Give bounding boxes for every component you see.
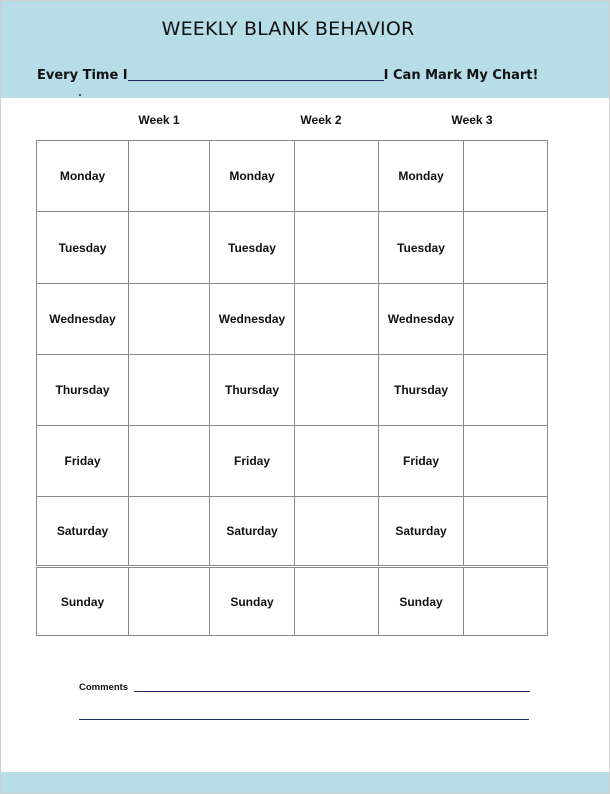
mark-cell-week1-tuesday[interactable] [129, 212, 210, 284]
mark-cell-week3-saturday[interactable] [464, 497, 548, 567]
comments-label: Comments [79, 682, 129, 693]
mark-cell-week1-sunday[interactable] [129, 567, 210, 636]
week-3-label: Week 3 [451, 113, 493, 127]
day-label-week1-thursday: Thursday [37, 355, 129, 426]
day-label-week1-wednesday: Wednesday [37, 284, 129, 355]
instruction-suffix: I Can Mark My Chart! [383, 68, 539, 83]
day-label-week2-saturday: Saturday [210, 497, 295, 567]
chart-row-saturday [37, 497, 548, 567]
chart-row-monday [37, 141, 548, 212]
mark-cell-week2-saturday[interactable] [295, 497, 379, 567]
footer-band [1, 772, 609, 793]
chart-row-sunday [37, 567, 548, 636]
mark-cell-week3-monday[interactable] [464, 141, 548, 212]
day-label-week3-tuesday: Tuesday [379, 212, 464, 284]
comments-line-2[interactable] [79, 719, 529, 720]
mark-cell-week1-thursday[interactable] [129, 355, 210, 426]
week-1-label: Week 1 [138, 113, 180, 127]
day-label-week2-wednesday: Wednesday [210, 284, 295, 355]
comments-line-1[interactable] [134, 691, 530, 692]
day-label-week2-thursday: Thursday [210, 355, 295, 426]
mark-cell-week2-sunday[interactable] [295, 567, 379, 636]
day-label-week3-friday: Friday [379, 426, 464, 497]
mark-cell-week2-wednesday[interactable] [295, 284, 379, 355]
mark-cell-week2-friday[interactable] [295, 426, 379, 497]
week-2-label: Week 2 [300, 113, 342, 127]
mark-cell-week1-saturday[interactable] [129, 497, 210, 567]
mark-cell-week1-wednesday[interactable] [129, 284, 210, 355]
behavior-blank-line[interactable] [128, 66, 384, 81]
day-label-week1-tuesday: Tuesday [37, 212, 129, 284]
mark-cell-week2-thursday[interactable] [295, 355, 379, 426]
day-label-week3-monday: Monday [379, 141, 464, 212]
day-label-week3-sunday: Sunday [379, 567, 464, 636]
day-label-week3-thursday: Thursday [379, 355, 464, 426]
day-label-week2-friday: Friday [210, 426, 295, 497]
mark-cell-week1-friday[interactable] [129, 426, 210, 497]
day-label-week2-tuesday: Tuesday [210, 212, 295, 284]
stray-dot [79, 94, 81, 96]
mark-cell-week3-friday[interactable] [464, 426, 548, 497]
mark-cell-week3-thursday[interactable] [464, 355, 548, 426]
chart-row-tuesday [37, 212, 548, 284]
behavior-chart [36, 140, 548, 636]
mark-cell-week1-monday[interactable] [129, 141, 210, 212]
day-label-week3-wednesday: Wednesday [379, 284, 464, 355]
mark-cell-week3-sunday[interactable] [464, 567, 548, 636]
instruction-prefix: Every Time I [37, 68, 128, 83]
header-band [1, 1, 609, 98]
chart-row-wednesday [37, 284, 548, 355]
chart-row-friday [37, 426, 548, 497]
day-label-week1-sunday: Sunday [37, 567, 129, 636]
mark-cell-week2-tuesday[interactable] [295, 212, 379, 284]
chart-row-thursday [37, 355, 548, 426]
mark-cell-week3-tuesday[interactable] [464, 212, 548, 284]
day-label-week2-monday: Monday [210, 141, 295, 212]
day-label-week3-saturday: Saturday [379, 497, 464, 567]
page-title: WEEKLY BLANK BEHAVIOR [161, 18, 415, 40]
day-label-week2-sunday: Sunday [210, 567, 295, 636]
day-label-week1-friday: Friday [37, 426, 129, 497]
mark-cell-week3-wednesday[interactable] [464, 284, 548, 355]
day-label-week1-monday: Monday [37, 141, 129, 212]
mark-cell-week2-monday[interactable] [295, 141, 379, 212]
instruction-line [37, 66, 538, 83]
day-label-week1-saturday: Saturday [37, 497, 129, 567]
